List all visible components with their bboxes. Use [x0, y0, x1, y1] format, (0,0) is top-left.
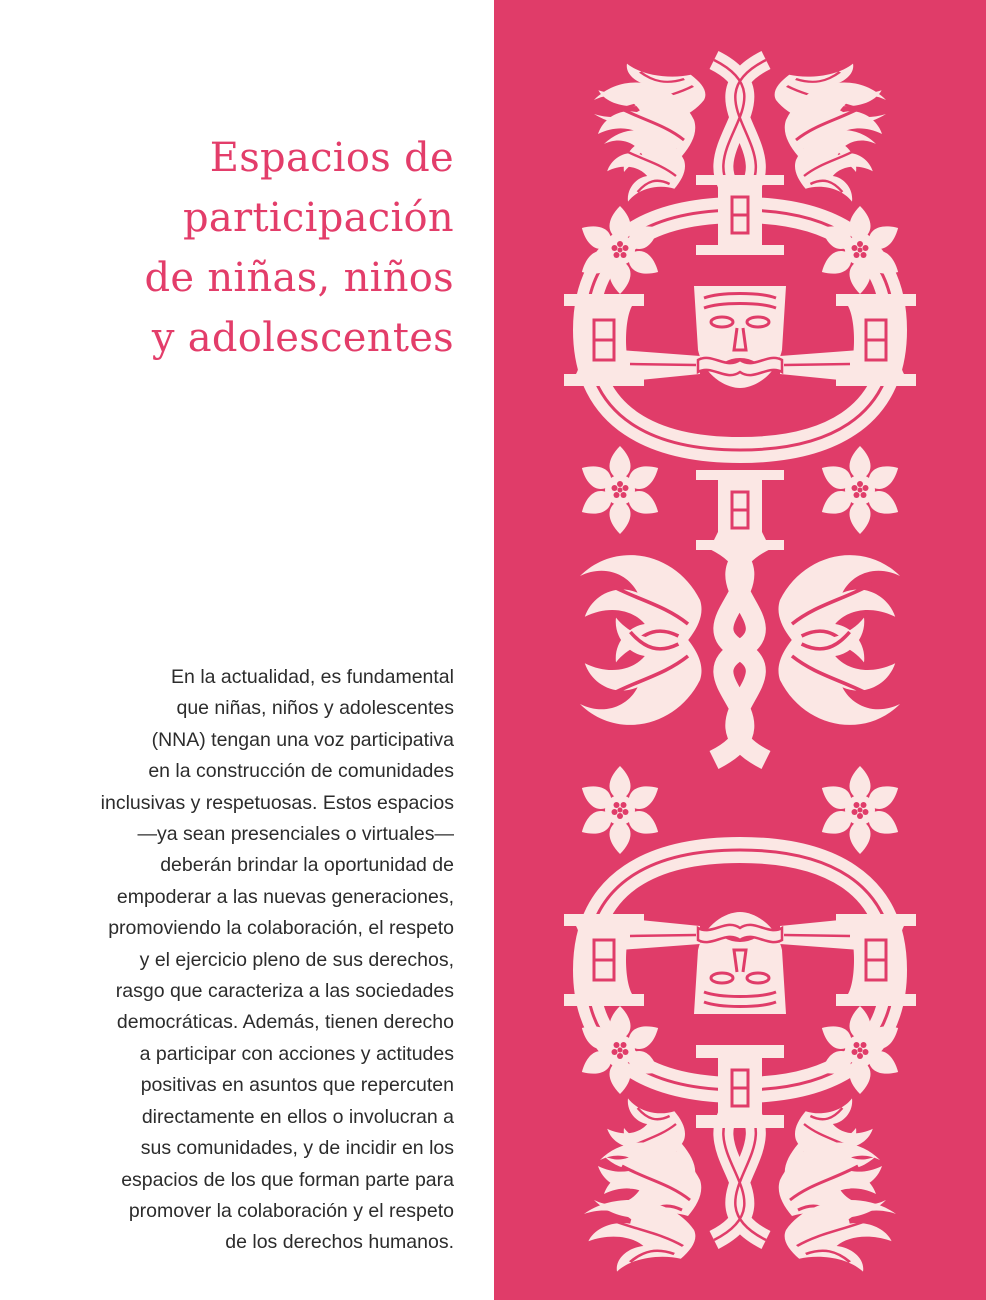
body-line: positivas en asuntos que repercuten: [140, 1074, 454, 1097]
body-line: de los derechos humanos.: [225, 1231, 454, 1254]
body-line: deberán brindar la oportunidad de: [160, 854, 454, 877]
title-line: Espacios de: [209, 135, 454, 181]
body-line: En la actualidad, es fundamental: [171, 666, 454, 688]
body-line: (NNA) tengan una voz participativa: [151, 728, 454, 751]
ring-frame-icon: [564, 60, 916, 534]
body-line: en la construcción de comunidades: [148, 760, 454, 783]
title-line: y adolescentes: [151, 315, 454, 361]
body-line: empoderar a las nuevas generaciones,: [116, 885, 454, 908]
body-line: espacios de los que forman parte para: [121, 1168, 454, 1191]
body-line: democráticas. Además, tienen derecho: [116, 1011, 454, 1034]
body-line: directamente en ellos o involucran a: [141, 1105, 454, 1128]
page-title: [34, 128, 454, 368]
body-paragraph: [34, 662, 454, 1259]
clasp-icon: [696, 470, 784, 550]
body-line: a participar con acciones y actitudes: [139, 1042, 454, 1065]
body-line: promoviendo la colaboración, el respeto: [108, 917, 454, 940]
ornament-panel: [494, 0, 986, 1300]
body-line: —ya sean presenciales o virtuales—: [137, 823, 454, 846]
title-line: de niñas, niños: [144, 255, 454, 301]
body-line: que niñas, niños y adolescentes: [176, 697, 454, 720]
leaf-scroll-icon: [580, 540, 900, 760]
body-line: rasgo que caracteriza a las sociedades: [115, 980, 454, 1003]
ornament-pattern: [494, 0, 986, 1300]
mask-face-icon: [564, 766, 916, 1240]
body-line: inclusivas y respetuosas. Estos espacios: [100, 791, 454, 814]
title-line: participación: [182, 195, 454, 241]
body-line: sus comunidades, y de incidir en los: [140, 1137, 454, 1160]
body-line: y el ejercicio pleno de sus derechos,: [139, 948, 454, 971]
body-line: promover la colaboración y el respeto: [128, 1199, 454, 1222]
